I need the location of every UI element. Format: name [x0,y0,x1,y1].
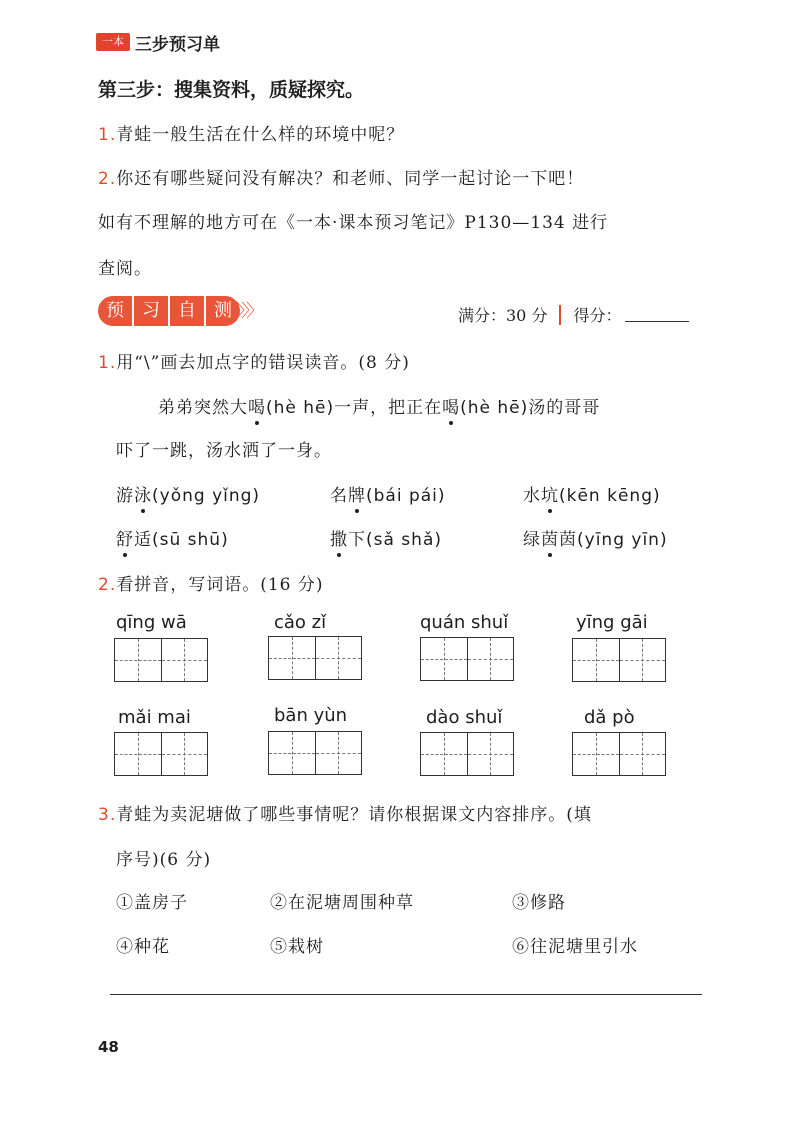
option-item: ④种花 [116,937,170,957]
exercise-1-sentence-line-1 [158,393,600,418]
word-item: 游泳(yǒng yǐng) [116,486,261,506]
step3-question-2 [98,164,584,189]
writing-grid[interactable] [114,638,208,682]
writing-grid[interactable] [420,637,514,681]
divider [559,305,561,325]
dotted-char: 喝 [248,398,266,418]
pinyin-label: mǎi mai [118,707,191,728]
writing-grid[interactable] [572,732,666,776]
question-text: 青蛙一般生活在什么样的环境中呢？ [116,125,405,145]
pinyin-label: quán shuǐ [420,612,509,633]
self-test-badge [98,296,240,326]
reference-note-line-1: 如有不理解的地方可在《一本·课本预习笔记》P130—134 进行 [98,213,609,233]
chevron-right-icon: 〉〉〉 [236,301,260,322]
question-number: 2. [98,169,117,189]
pinyin-label: dào shuǐ [426,707,503,728]
pinyin-label: dǎ pò [584,707,635,728]
word-item: 撒下(sǎ shǎ) [330,530,442,550]
option-item: ①盖房子 [116,893,188,913]
question-text: 看拼音，写词语。(16 分) [116,575,324,595]
dotted-char: 喝 [442,398,461,418]
writing-grid[interactable] [268,731,362,775]
question-number: 3. [98,805,117,825]
question-text: 你还有哪些疑问没有解决？和老师、同学一起讨论一下吧！ [116,169,585,189]
self-test-char: 测 [206,296,240,326]
exercise-3-title-line-1 [98,800,592,825]
option-item: ⑥往泥塘里引水 [512,937,638,957]
score-input-line[interactable] [625,307,689,322]
question-number: 1. [98,125,117,145]
pinyin-label: yīng gāi [576,612,648,633]
full-score-label: 满分：30 分 [458,306,548,325]
sentence-text: 弟弟突然大 [158,398,248,418]
question-text: 用“\”画去加点字的错误读音。(8 分) [116,353,410,373]
pinyin-label: qīng wā [116,612,187,633]
step-title: 第三步：搜集资料，质疑探究。 [98,79,365,101]
sentence-text: (hè hē)汤的哥哥 [460,398,601,418]
word-item: 舒适(sū shū) [116,530,229,550]
option-item: ②在泥塘周围种草 [270,893,414,913]
answer-line[interactable] [110,994,702,995]
logo-badge: 一本 [96,33,130,51]
header-title: 三步预习单 [135,35,220,55]
option-item: ③修路 [512,893,566,913]
writing-grid[interactable] [420,732,514,776]
score-label: 得分： [573,306,622,325]
word-item: 绿茵茵(yīng yīn) [523,530,668,550]
word-item: 名牌(bái pái) [330,486,446,506]
score-area [458,303,689,326]
exercise-1-title [98,348,410,373]
exercise-2-title [98,570,324,595]
exercise-1-sentence-line-2: 吓了一跳，汤水洒了一身。 [116,441,332,461]
step3-question-1 [98,120,404,145]
option-item: ⑤栽树 [270,937,324,957]
writing-grid[interactable] [572,638,666,682]
reference-note-line-2: 查阅。 [98,259,152,279]
word-item: 水坑(kēn kēng) [523,486,661,506]
pinyin-label: bān yùn [274,705,348,726]
exercise-3-title-line-2: 序号)(6 分) [116,850,212,870]
sentence-text: (hè hē)一声，把正在 [266,398,443,418]
question-text: 青蛙为卖泥塘做了哪些事情呢？请你根据课文内容排序。(填 [116,805,592,825]
writing-grid[interactable] [114,732,208,776]
pinyin-label: cǎo zǐ [274,612,327,633]
self-test-char: 自 [170,296,204,326]
self-test-char: 预 [98,296,132,326]
writing-grid[interactable] [268,636,362,680]
question-number: 2. [98,575,117,595]
self-test-char: 习 [134,296,168,326]
question-number: 1. [98,353,117,373]
page-number: 48 [98,1038,119,1056]
